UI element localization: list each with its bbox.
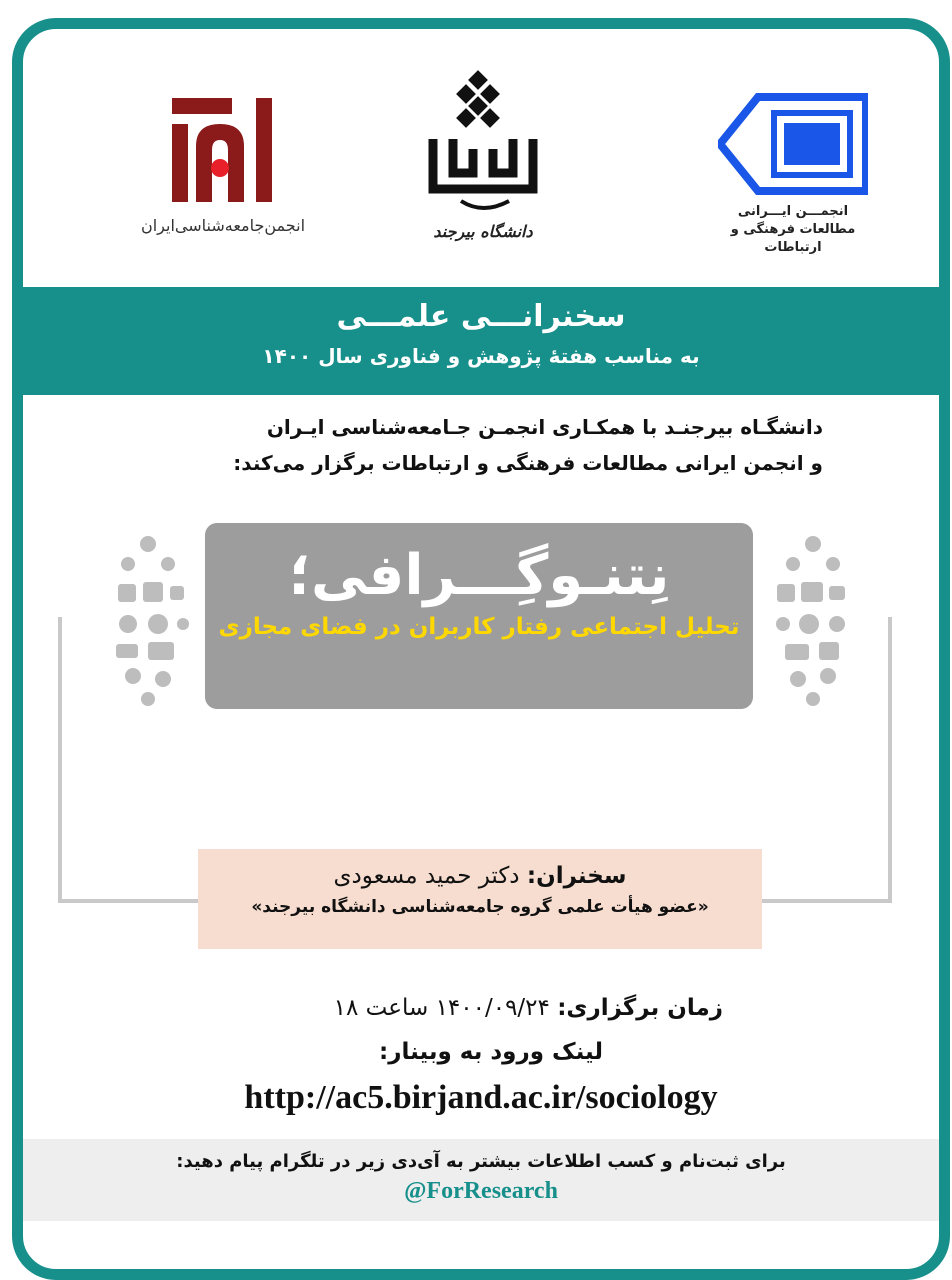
webinar-url-link[interactable]: http://ac5.birjand.ac.ir/sociology — [244, 1079, 718, 1116]
schedule-value: ۱۴۰۰/۰۹/۲۴ ساعت ۱۸ — [333, 995, 550, 1021]
speaker-label: سخنران: — [526, 863, 627, 889]
cultural-studies-logo — [713, 89, 873, 257]
left-icon-cluster — [98, 524, 198, 714]
cultural-studies-caption-1: انجمـــن ایـــرانی — [737, 204, 849, 219]
organizers-intro — [63, 409, 823, 481]
cultural-studies-caption-2: مطالعات فرهنگی و ارتباطات — [730, 222, 856, 255]
intro-line-2: و انجمن ایرانی مطالعات فرهنگی و ارتباطات برگزار می‌کند: — [233, 451, 823, 475]
webinar-link-label: لینک ورود به وبینار: — [379, 1039, 603, 1065]
lecture-title: سخنرانـــی علمـــی — [336, 299, 626, 334]
speaker-name: دکتر حمید مسعودی — [333, 863, 520, 889]
telegram-handle-link[interactable]: @ForResearch — [404, 1178, 558, 1204]
sociology-association-logo — [118, 94, 328, 235]
intro-line-1: دانشگـاه بیرجنـد با همکـاری انجمـن جـامعه‌شناسی ایـران — [266, 415, 823, 439]
topic-title: نِتنـوگِـــرافی؛ — [288, 543, 670, 608]
right-icon-cluster — [763, 524, 863, 714]
footer-text: برای ثبت‌نام و کسب اطلاعات بیشتر به آی‌دی زیر در تلگرام پیام دهید: — [176, 1151, 786, 1172]
speaker-line — [198, 863, 762, 889]
footer-bar — [23, 1139, 939, 1221]
birjand-university-logo — [418, 69, 548, 241]
schedule-label: زمان برگزاری: — [557, 995, 723, 1021]
topic-box — [205, 523, 753, 709]
sociology-association-caption: انجمن‌جامعه‌شناسی‌ایران — [140, 216, 306, 235]
sociology-association-logo-icon — [168, 94, 278, 204]
schedule-line — [83, 995, 723, 1021]
lecture-subtitle: به مناسب هفتهٔ پژوهش و فناوری سال ۱۴۰۰ — [262, 344, 700, 368]
speaker-affiliation: «عضو هیأت علمی گروه جامعه‌شناسی دانشگاه بیرجند» — [251, 897, 709, 917]
speaker-box — [198, 849, 762, 949]
poster-frame — [12, 18, 950, 1280]
topic-subtitle: تحلیل اجتماعی رفتار کاربران در فضای مجازی — [218, 614, 740, 640]
birjand-university-logo-icon — [423, 69, 543, 219]
birjand-university-caption: دانشگاه بیرجند — [433, 222, 533, 241]
lecture-band — [23, 287, 939, 395]
logos-row — [23, 29, 939, 287]
cultural-studies-logo-icon — [718, 89, 868, 199]
